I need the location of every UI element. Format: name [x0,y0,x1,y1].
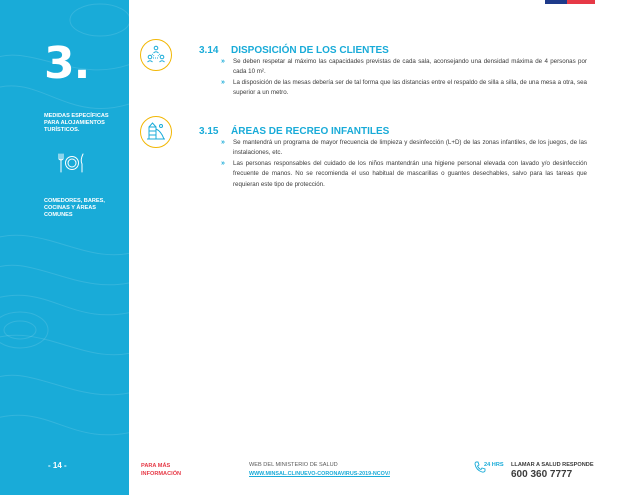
call-label: LLAMAR A SALUD RESPONDE [511,462,594,468]
hours-label: 24 HRS [484,462,504,468]
bullet-list [221,57,587,99]
list-item: » Se deben respetar al máximo las capacidades previstas de cada sala, aconsejando una densidad máxima de 4 personas por cada 10 m². [221,58,587,76]
chevron-right-icon: » [221,159,225,167]
section-number: 3.15 [199,126,219,137]
more-info-label: PARA MÁS INFORMACIÓN [141,463,182,477]
bullet-list [221,138,587,190]
flag-blue [545,0,567,4]
flag-red [567,0,595,4]
chevron-right-icon: » [221,58,225,65]
fork-plate-knife-icon [58,152,86,174]
section-title: ÁREAS DE RECREO INFANTILES [231,126,390,137]
flag-stripe [545,0,595,4]
sidebar-panel [0,0,129,495]
playground-slide-icon [140,116,172,148]
list-item: » Se mantendrá un programa de mayor frecuencia de limpieza y desinfección (L+D) de las zonas infantiles, de los juegos, de las instalaciones, etc. [221,139,587,157]
web-label: WEB DEL MINISTERIO DE SALUD [249,462,338,468]
chapter-number: 3. [44,38,90,89]
web-url-link[interactable]: WWW.MINSAL.CL/NUEVO-CORONAVIRUS-2019-NCOV/ [249,471,390,477]
chevron-right-icon: » [221,139,225,146]
chevron-right-icon: » [221,78,225,86]
chapter-subtitle: MEDIDAS ESPECÍFICAS PARA ALOJAMIENTOS TURÍSTICOS. [44,113,109,133]
page-number: - 14 - [48,461,67,470]
section-number: 3.14 [199,45,219,56]
distanced-people-icon [140,39,172,71]
section-label: COMEDORES, BARES, COCINAS Y ÁREAS COMUNES [44,198,105,218]
phone-number-link[interactable]: 600 360 7777 [511,469,573,480]
list-item: » La disposición de las mesas debería ser de tal forma que las distancias entre el respaldo de silla a silla, de una mesa a otra, sea superior a un metro. [221,78,587,97]
list-item: » Las personas responsables del cuidado de los niños mantendrán una higiene personal elevada con lavado y/o desinfección frecuente de manos. No se recomienda el uso habitual de mascarillas o guantes desechables, salvo para las tareas que requieran este tipo de protección. [221,159,587,188]
section-title: DISPOSICIÓN DE LOS CLIENTES [231,45,389,56]
